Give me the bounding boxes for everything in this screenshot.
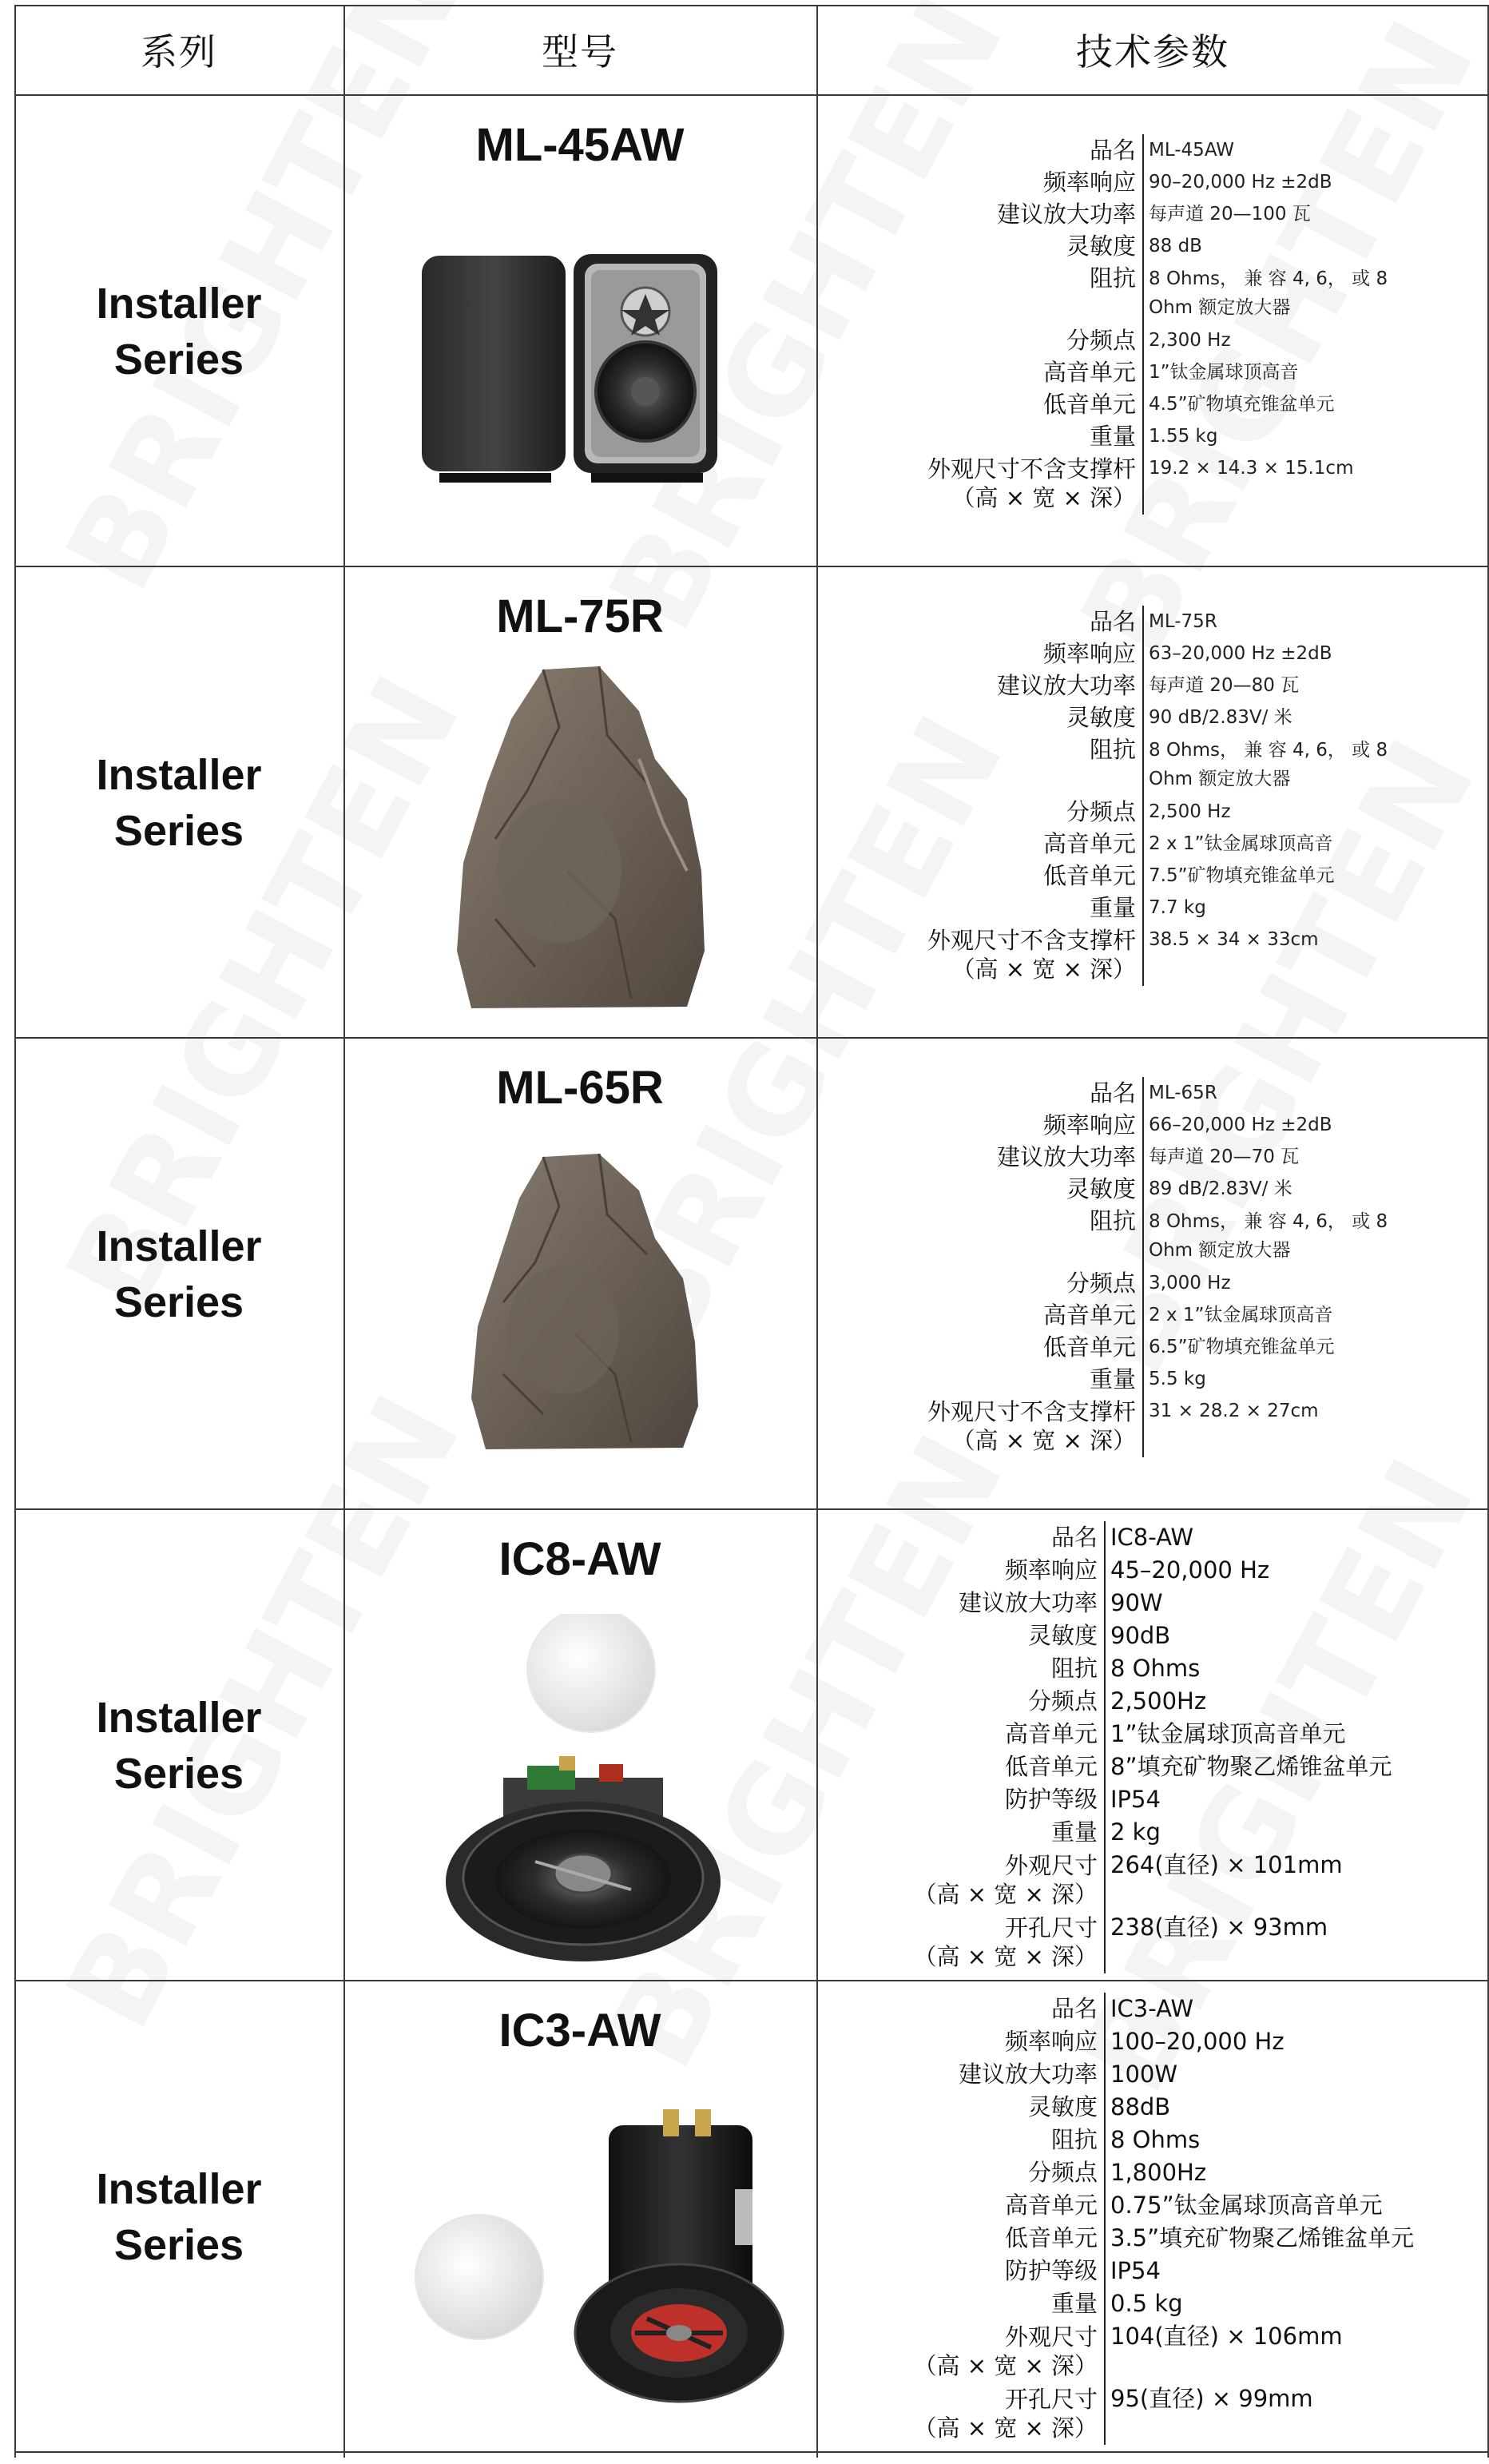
spec-value: 7.5”矿物填充锥盆单元 [1142,860,1436,892]
model-name: ML-75R [496,590,664,642]
spec-label: 低音单元 [1042,391,1136,418]
spec-value: 100W [1104,2058,1462,2091]
series-line2: Series [113,807,244,855]
spec-label: 重量 [1089,423,1136,450]
spec-row [832,1363,1436,1395]
spec-value: 0.5 kg [1104,2287,1462,2320]
spec-row [829,1619,1462,1652]
model-cell [343,1981,816,2453]
spec-row [832,1395,1436,1457]
spec-row [829,2189,1462,2222]
spec-label-line1: 外观尺寸 [1004,2323,1098,2351]
spec-value-line1: 8 Ohms， 兼 容 4, 6， 或 8 [1149,740,1388,761]
spec-row [829,1521,1462,1554]
spec-row [832,860,1436,892]
spec-label: 频率响应 [1004,1556,1098,1584]
spec-label: 分频点 [1066,798,1136,825]
spec-label-line2: （高 × 宽 × 深） [913,2352,1098,2379]
model-cell [343,1039,816,1510]
spec-label: 建议放大功率 [958,2061,1098,2088]
spec-value: 8 Ohms [1104,1652,1462,1685]
spec-label-line2: （高 × 宽 × 深） [913,2414,1098,2442]
spec-row [832,1141,1436,1173]
spec-row [832,420,1436,452]
header-model: 型号 [542,30,618,74]
spec-row [832,892,1436,924]
spec-row [832,198,1436,230]
spec-label: 建议放大功率 [996,1143,1136,1170]
spec-label-line2: （高 × 宽 × 深） [951,956,1136,983]
spec-label: 高音单元 [1004,1720,1098,1747]
spec-label: 品名 [1050,1995,1098,2022]
spec-row [829,2222,1462,2255]
spec-value-line1: 8 Ohms， 兼 容 4, 6， 或 8 [1149,268,1388,289]
spec-label-line2: （高 × 宽 × 深） [913,1943,1098,1970]
spec-value: 5.5 kg [1142,1363,1436,1395]
spec-label: 重量 [1050,1818,1098,1846]
spec-row [829,1816,1462,1849]
series-cell [14,567,343,1039]
spec-value: 90W [1104,1587,1462,1619]
spec-label: 灵敏度 [1066,232,1136,260]
spec-cell [816,96,1489,567]
spec-label: 阻抗 [1089,1207,1136,1234]
spec-label-line1: 外观尺寸不含支撑杆 [927,927,1136,954]
spec-value: 2,500Hz [1104,1685,1462,1718]
spec-value: ML-65R [1142,1077,1436,1109]
spec-table [832,134,1436,515]
spec-row [832,1267,1436,1299]
spec-table [832,1077,1436,1457]
series-cell [14,1510,343,1981]
spec-row [829,1718,1462,1751]
series-cell [14,96,343,567]
spec-row [832,262,1436,324]
spec-label: 防护等级 [1004,1786,1098,1813]
series-line1: Installer [96,1694,262,1742]
spec-row [829,1751,1462,1783]
spec-value: 4.5”矿物填充锥盆单元 [1142,388,1436,420]
spec-row [832,324,1436,356]
spec-value: 45–20,000 Hz [1104,1554,1462,1587]
spec-row [832,796,1436,828]
spec-label: 高音单元 [1042,1302,1136,1329]
spec-label: 阻抗 [1089,264,1136,292]
model-name: ML-45AW [475,119,685,171]
spec-value: 2 x 1”钛金属球顶高音 [1142,1299,1436,1331]
model-name: IC8-AW [498,1533,661,1585]
spec-row [829,1587,1462,1619]
spec-label-line1: 外观尺寸 [1004,1852,1098,1879]
spec-value: 95(直径) × 99mm [1104,2383,1462,2445]
spec-row [829,2383,1462,2445]
product-row [14,1981,1489,2453]
spec-value: 89 dB/2.83V/ 米 [1142,1173,1436,1205]
spec-label: 低音单元 [1004,2224,1098,2251]
spec-row [829,2025,1462,2058]
spec-label: 频率响应 [1004,2028,1098,2055]
spec-row [829,1783,1462,1816]
header-specs: 技术参数 [1076,30,1229,74]
spec-row [832,452,1436,515]
spec-value: 1,800Hz [1104,2156,1462,2189]
spec-row [832,1173,1436,1205]
model-name: ML-65R [496,1062,664,1114]
spec-label [829,2383,1104,2445]
model-cell [343,96,816,567]
spec-row [832,388,1436,420]
spec-label: 品名 [1089,1079,1136,1107]
spec-value: IC3-AW [1104,1993,1462,2025]
spec-label-line1: 外观尺寸不含支撑杆 [927,1398,1136,1425]
spec-label-line1: 外观尺寸不含支撑杆 [927,455,1136,483]
in-ceiling-speaker-image [359,2093,807,2429]
spec-value: 100–20,000 Hz [1104,2025,1462,2058]
spec-value: 66–20,000 Hz ±2dB [1142,1109,1436,1141]
spec-value: 90 dB/2.83V/ 米 [1142,701,1436,733]
spec-row [832,638,1436,670]
spec-label: 频率响应 [1042,640,1136,667]
spec-row [829,1685,1462,1718]
spec-value: 2 kg [1104,1816,1462,1849]
spec-label [832,924,1142,986]
spec-value: 90–20,000 Hz ±2dB [1142,166,1436,198]
series-line2: Series [113,2221,244,2269]
spec-value: 0.75”钛金属球顶高音单元 [1104,2189,1462,2222]
spec-label: 品名 [1089,137,1136,164]
spec-cell [816,567,1489,1039]
spec-table [829,1521,1462,1973]
spec-row [832,166,1436,198]
spec-row [832,1205,1436,1267]
spec-label: 低音单元 [1004,1753,1098,1780]
speaker-pair-image [415,248,719,487]
spec-value: 2 x 1”钛金属球顶高音 [1142,828,1436,860]
spec-value: 每声道 20—70 瓦 [1142,1141,1436,1173]
spec-label: 阻抗 [1050,2126,1098,2153]
spec-label: 分频点 [1027,1687,1098,1715]
spec-value: IP54 [1104,1783,1462,1816]
spec-label: 防护等级 [1004,2257,1098,2284]
spec-label [829,2320,1104,2383]
spec-label: 重量 [1050,2290,1098,2317]
spec-cell [816,1510,1489,1981]
spec-table [832,606,1436,986]
spec-value [1142,733,1436,796]
spec-label: 灵敏度 [1027,1622,1098,1649]
spec-value: 3,000 Hz [1142,1267,1436,1299]
spec-value: 8”填充矿物聚乙烯锥盆单元 [1104,1751,1462,1783]
spec-label: 分频点 [1066,327,1136,354]
spec-value: ML-75R [1142,606,1436,638]
spec-label: 低音单元 [1042,862,1136,889]
spec-value: 264(直径) × 101mm [1104,1849,1462,1911]
series-line1: Installer [96,2165,262,2213]
spec-label: 分频点 [1027,2159,1098,2186]
spec-label: 灵敏度 [1066,1175,1136,1202]
rock-speaker-image [463,1151,703,1454]
spec-value: 每声道 20—100 瓦 [1142,198,1436,230]
spec-label: 高音单元 [1004,2192,1098,2219]
series-line2: Series [113,1750,244,1798]
spec-value: IC8-AW [1104,1521,1462,1554]
spec-label-line1: 开孔尺寸 [1004,1914,1098,1941]
spec-row [829,1849,1462,1911]
spec-value: 19.2 × 14.3 × 15.1cm [1142,452,1436,515]
spec-value: 63–20,000 Hz ±2dB [1142,638,1436,670]
spec-value: IP54 [1104,2255,1462,2287]
product-row [14,96,1489,567]
spec-sheet-table [14,5,1489,2458]
spec-value [1142,262,1436,324]
spec-value: 88 dB [1142,230,1436,262]
spec-value: 7.7 kg [1142,892,1436,924]
spec-value [1142,1205,1436,1267]
spec-row [829,2156,1462,2189]
spec-row [832,356,1436,388]
spec-value: 2,300 Hz [1142,324,1436,356]
spec-label-line2: （高 × 宽 × 深） [951,484,1136,511]
spec-cell [816,1981,1489,2453]
spec-label: 频率响应 [1042,1111,1136,1139]
spec-value: 1.55 kg [1142,420,1436,452]
spec-value: ML-45AW [1142,134,1436,166]
spec-label: 阻抗 [1089,736,1136,763]
spec-row [832,1077,1436,1109]
spec-value: 104(直径) × 106mm [1104,2320,1462,2383]
series-cell [14,1981,343,2453]
series-cell [14,1039,343,1510]
spec-row [829,2287,1462,2320]
spec-label: 建议放大功率 [996,201,1136,228]
spec-label: 品名 [1089,608,1136,635]
spec-label: 建议放大功率 [996,672,1136,699]
spec-value: 1”钛金属球顶高音 [1142,356,1436,388]
spec-value: 2,500 Hz [1142,796,1436,828]
spec-row [829,1911,1462,1973]
spec-value: 3.5”填充矿物聚乙烯锥盆单元 [1104,2222,1462,2255]
series-line1: Installer [96,280,262,328]
ceiling-speaker-image [439,1614,727,1965]
spec-value-line1: 8 Ohms， 兼 容 4, 6， 或 8 [1149,1211,1388,1232]
model-cell [343,1510,816,1981]
spec-label-line2: （高 × 宽 × 深） [913,1881,1098,1908]
spec-label: 品名 [1050,1524,1098,1551]
series-line2: Series [113,336,244,384]
spec-label [829,1849,1104,1911]
spec-label: 分频点 [1066,1270,1136,1297]
spec-row [832,1109,1436,1141]
spec-cell [816,1039,1489,1510]
spec-row [829,2124,1462,2156]
spec-row [832,670,1436,701]
spec-row [829,2058,1462,2091]
spec-row [829,1554,1462,1587]
spec-label [829,1911,1104,1973]
spec-label-line2: （高 × 宽 × 深） [951,1427,1136,1454]
spec-label [832,452,1142,515]
spec-value-line2: Ohm 额定放大器 [1149,769,1291,789]
spec-row [832,230,1436,262]
model-name: IC3-AW [498,2005,661,2057]
spec-table [829,1993,1462,2445]
spec-label-line1: 开孔尺寸 [1004,2386,1098,2413]
spec-label: 重量 [1089,1365,1136,1393]
spec-label: 高音单元 [1042,359,1136,386]
spec-label: 频率响应 [1042,169,1136,196]
series-line1: Installer [96,1222,262,1270]
spec-label [832,1395,1142,1457]
model-cell [343,567,816,1039]
spec-row [832,828,1436,860]
spec-row [829,1652,1462,1685]
spec-row [832,134,1436,166]
spec-label: 低音单元 [1042,1333,1136,1361]
spec-value-line2: Ohm 额定放大器 [1149,297,1291,318]
spec-value: 90dB [1104,1619,1462,1652]
spec-row [829,1993,1462,2025]
product-row [14,567,1489,1039]
spec-row [832,701,1436,733]
header-series: 系列 [141,30,217,74]
series-line2: Series [113,1278,244,1326]
spec-row [832,733,1436,796]
spec-value-line2: Ohm 额定放大器 [1149,1240,1291,1261]
spec-row [829,2320,1462,2383]
spec-label: 高音单元 [1042,830,1136,857]
spec-row [832,606,1436,638]
spec-value: 6.5”矿物填充锥盆单元 [1142,1331,1436,1363]
spec-label: 阻抗 [1050,1655,1098,1682]
rock-speaker-image [447,663,711,1015]
spec-value: 38.5 × 34 × 33cm [1142,924,1436,986]
spec-value: 1”钛金属球顶高音单元 [1104,1718,1462,1751]
spec-row [832,1331,1436,1363]
spec-value: 8 Ohms [1104,2124,1462,2156]
series-line1: Installer [96,751,262,799]
spec-label: 灵敏度 [1066,704,1136,731]
spec-label: 重量 [1089,894,1136,921]
spec-value: 238(直径) × 93mm [1104,1911,1462,1973]
spec-value: 31 × 28.2 × 27cm [1142,1395,1436,1457]
spec-label: 灵敏度 [1027,2093,1098,2120]
spec-label: 建议放大功率 [958,1589,1098,1616]
spec-value: 88dB [1104,2091,1462,2124]
spec-value: 每声道 20—80 瓦 [1142,670,1436,701]
spec-row [832,1299,1436,1331]
spec-row [829,2255,1462,2287]
product-row [14,1510,1489,1981]
product-row [14,1039,1489,1510]
spec-row [832,924,1436,986]
spec-row [829,2091,1462,2124]
